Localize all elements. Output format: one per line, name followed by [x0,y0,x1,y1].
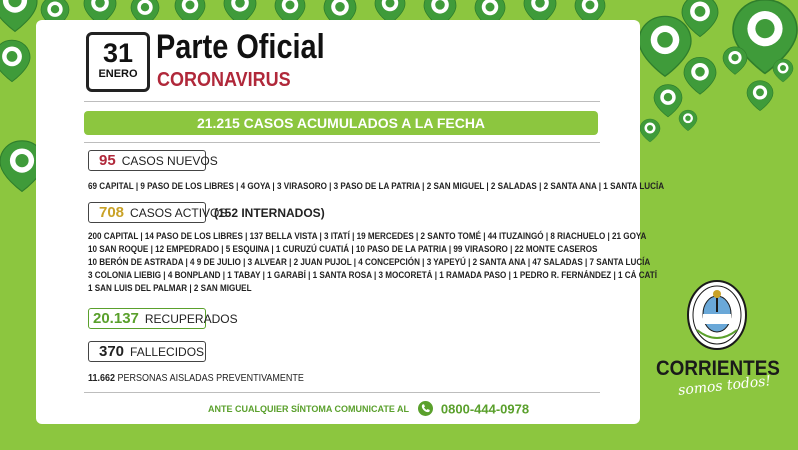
isolated-number: 11.662 [88,373,116,384]
active-cases-detail-line: 10 BERÓN DE ASTRADA | 4 9 DE JULIO | 3 ALVEAR | 2 JUAN PUJOL | 4 CONCEPCIÓN | 3 YAPEYÚ | 2 SANTA ANA | 47 SALADAS | 7 SANTA LUCÍA [88,257,651,267]
new-cases-detail: 69 CAPITAL | 9 PASO DE LOS LIBRES | 4 GOYA | 3 VIRASORO | 3 PASO DE LA PATRIA | 2 SAN MIGUEL | 2 SALADAS | 2 SANTA ANA | 1 SANTA LUCÍA [88,181,665,191]
phone-icon [418,401,433,416]
footer-text: ANTE CUALQUIER SÍNTOMA COMUNICATE AL [208,403,409,414]
recovered-label: RECUPERADOS [144,312,238,326]
page-title: Parte Oficial [156,28,325,66]
accumulated-cases-number: 21.215 [196,115,240,131]
phone-number[interactable]: 0800-444-0978 [440,401,530,417]
date-badge [86,32,150,92]
active-cases-badge [88,202,228,223]
divider [84,101,600,102]
hospitalized-count: (152 INTERNADOS) [214,206,325,220]
divider [84,142,600,143]
active-cases-detail-line: 1 SAN LUIS DEL PALMAR | 2 SAN MIGUEL [88,283,252,293]
active-cases-number: 708 [99,204,125,221]
recovered-number: 20.137 [93,310,139,327]
divider [84,392,600,393]
new-cases-number: 95 [99,152,116,169]
deaths-label: FALLECIDOS [130,345,205,359]
active-cases-detail-line: 3 COLONIA LIEBIG | 4 BONPLAND | 1 TABAY | 1 GARABÍ | 1 SANTA ROSA | 3 MOCORETÁ | 1 RAMADA PASO | 1 PEDRO R. FERNÁNDEZ | 1 CÁ CATÍ [88,270,657,280]
accumulated-cases-banner [84,111,598,135]
isolated-text: PERSONAS AISLADAS PREVENTIVAMENTE [117,373,304,384]
deaths-number: 370 [99,343,125,360]
active-cases-label: CASOS ACTIVOS [130,206,228,220]
new-cases-label: CASOS NUEVOS [121,154,218,168]
page-subtitle: CORONAVIRUS [157,69,291,91]
brand-slogan: somos todos! [677,373,772,399]
government-seal-icon [687,280,747,350]
deaths-badge [88,341,206,362]
report-card [36,20,665,424]
recovered-badge [88,308,238,329]
isolated-people [88,373,304,385]
date-day: 31 [102,38,134,68]
accumulated-cases-text: CASOS ACUMULADOS A LA FECHA [243,115,486,131]
new-cases-badge [88,150,218,171]
contact-footer [208,400,529,418]
active-cases-detail-line: 10 SAN ROQUE | 12 EMPEDRADO | 5 ESQUINA | 1 CURUZÚ CUATIÁ | 10 PASO DE LA PATRIA | 99 VIRASORO | 22 MONTE CASEROS [88,244,598,254]
date-month: ENERO [98,68,138,80]
brand-name: CORRIENTES [656,357,780,380]
active-cases-detail-line: 200 CAPITAL | 14 PASO DE LOS LIBRES | 137 BELLA VISTA | 3 ITATÍ | 19 MERCEDES | 2 SANTO TOMÉ | 44 ITUZAINGÓ | 8 RIACHUELO | 21 GOYA [88,231,647,241]
